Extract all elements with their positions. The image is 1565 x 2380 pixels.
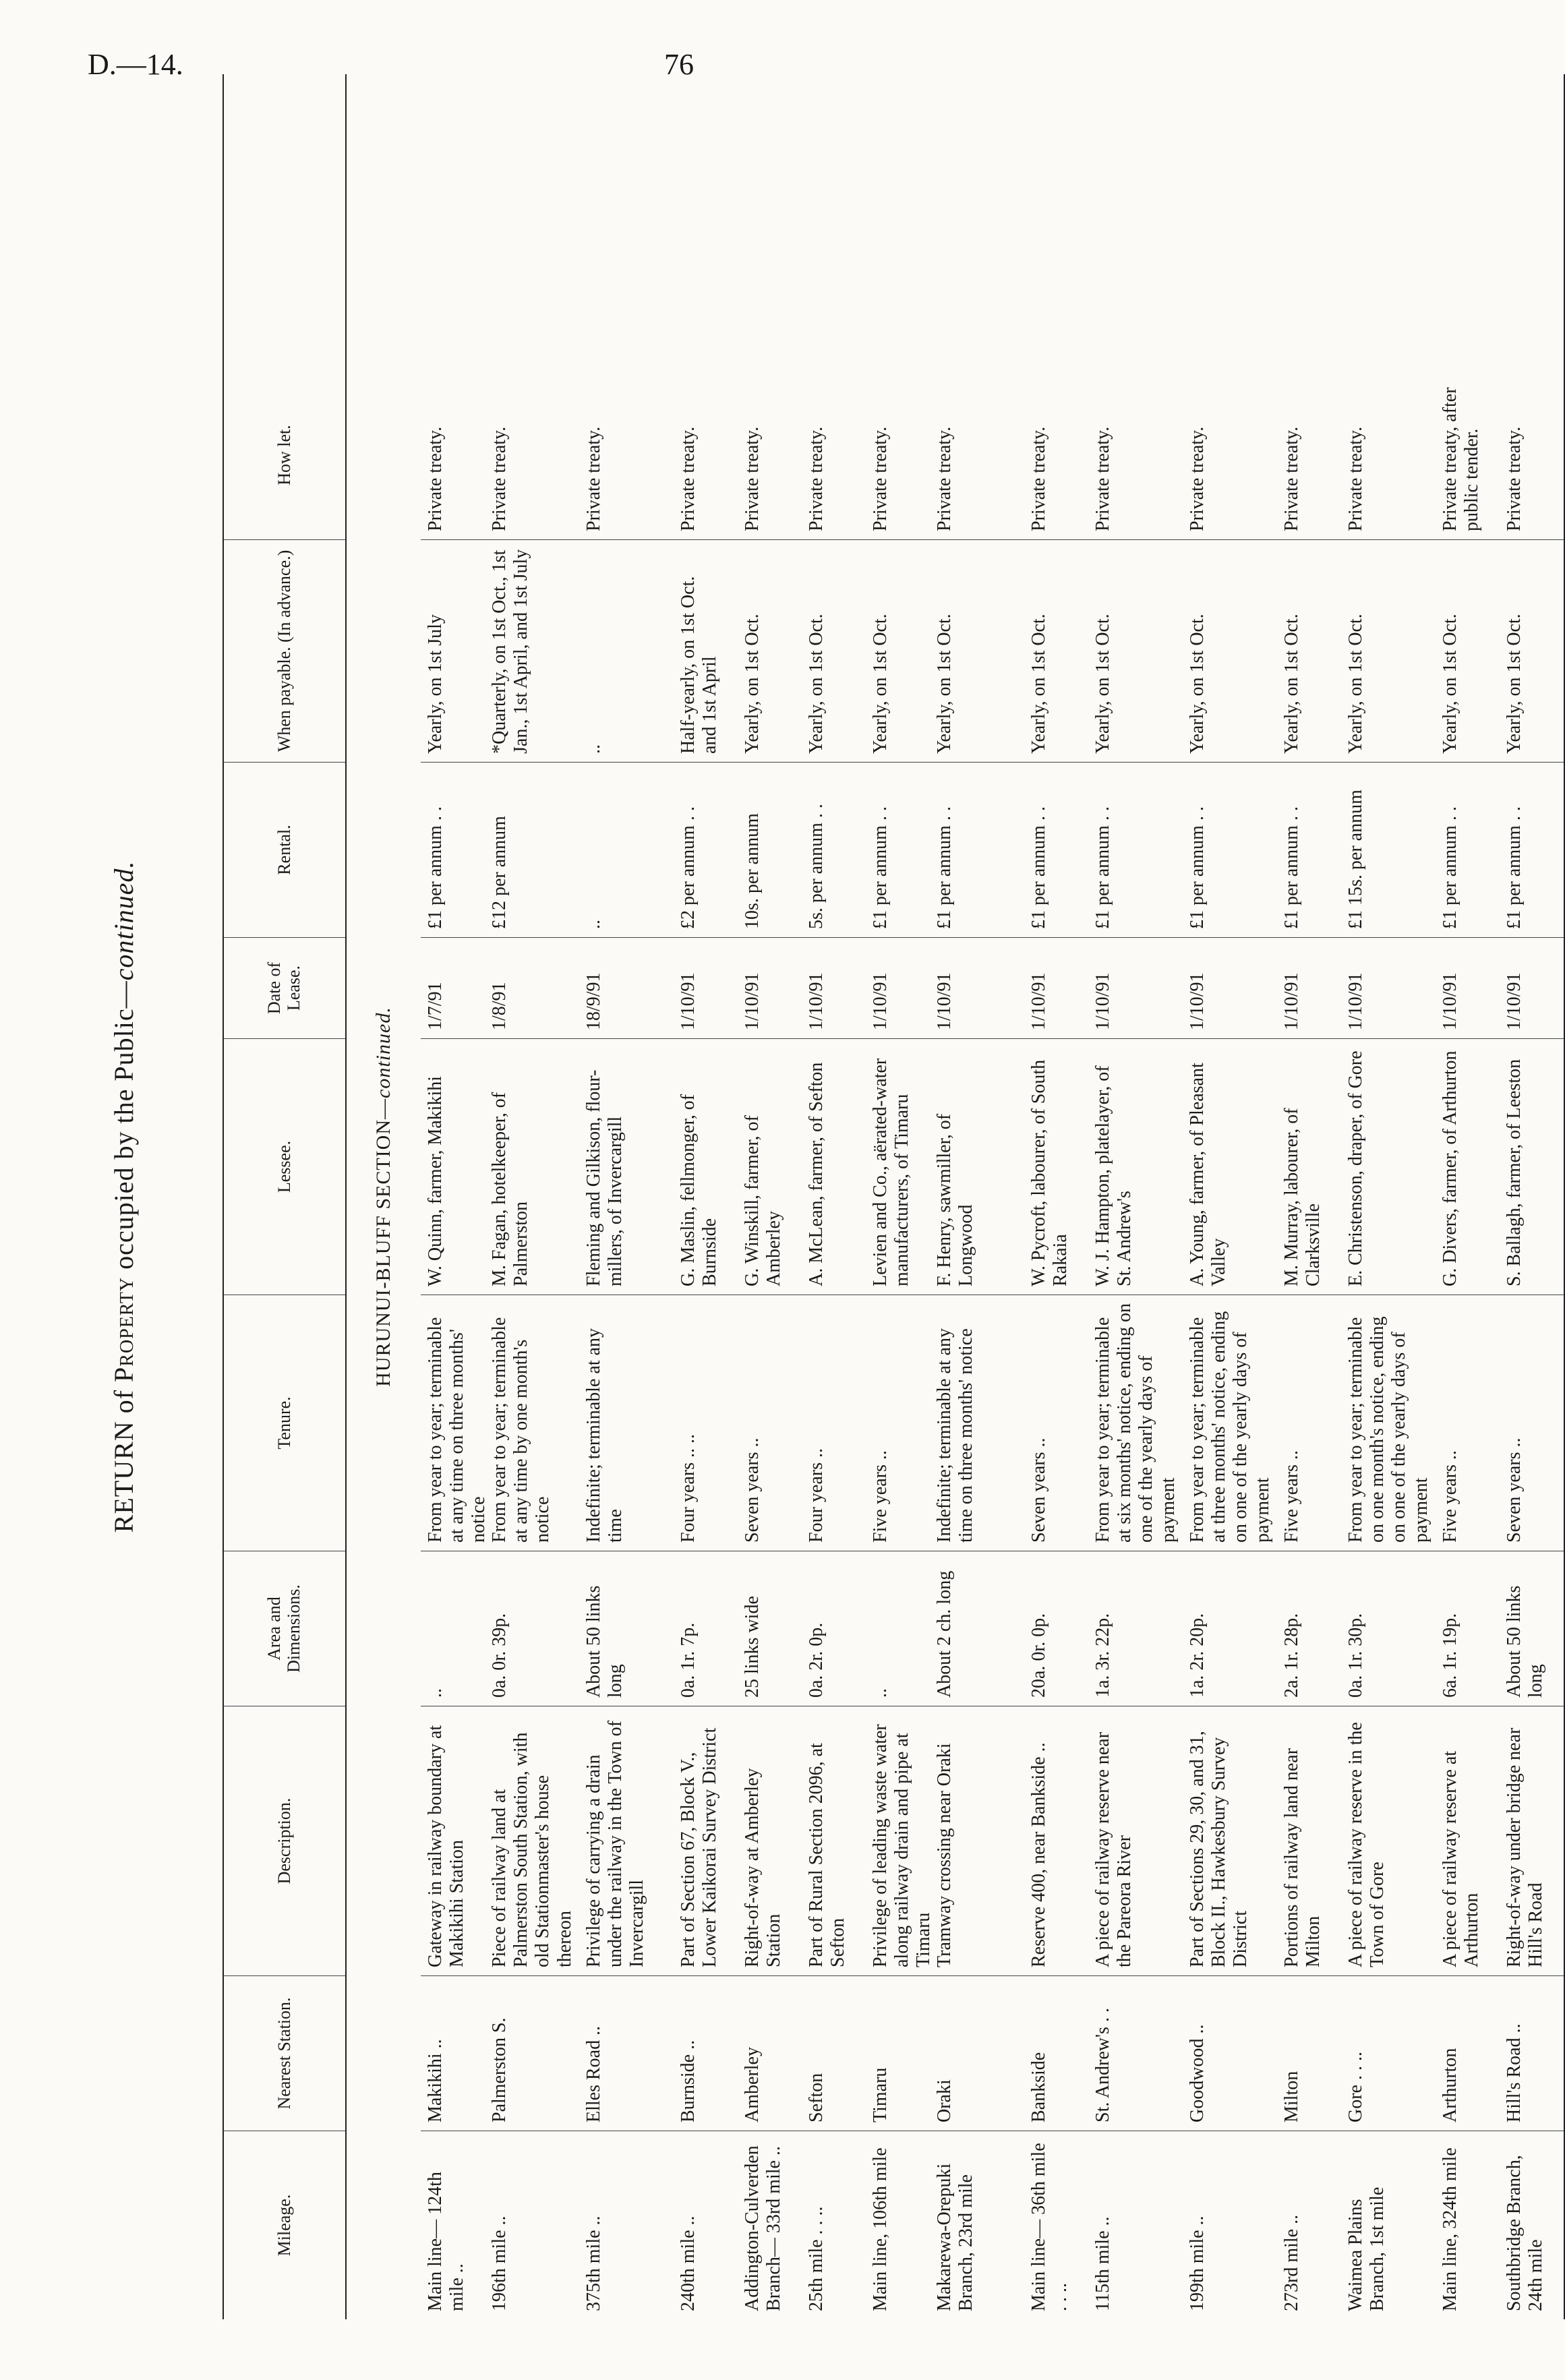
cell-date: 1/10/91 — [674, 937, 738, 1038]
cell-description: A piece of railway reserve near the Pareora River — [1088, 1706, 1183, 1975]
cell-station: Elles Road .. — [579, 1975, 674, 2131]
cell-tenure: Four years .. — [802, 1295, 866, 1551]
cell-description: A piece of railway reserve in the Town of Gore — [1341, 1706, 1436, 1975]
property-table — [223, 74, 1565, 2319]
cell-payable: Yearly, on 1st Oct. — [802, 539, 866, 762]
cell-lessee: M. Fagan, hotelkeeper, of Palmerston — [485, 1038, 580, 1295]
cell-tenure: From year to year; terminable at any time on three months' notice — [421, 1295, 494, 1551]
cell-lessee: W. Pycroft, labourer, of South Rakaia — [1024, 1038, 1088, 1295]
cell-area: 0a. 2r. 0p. — [802, 1551, 866, 1706]
cell-description: Part of Sections 29, 30, and 31, Block II., Hawkesbury Survey District — [1183, 1706, 1278, 1975]
cell-mileage: 199th mile .. — [1183, 2131, 1278, 2319]
cell-how: Private treaty. — [870, 426, 891, 531]
cell-mileage: Main line— 124th mile .. — [421, 2131, 494, 2319]
cell-area: 6a. 1r. 19p. — [1436, 1551, 1500, 1706]
cell-mileage: 375th mile .. — [579, 2131, 674, 2319]
cell-payable: Half-yearly, on 1st Oct. and 1st April — [674, 539, 738, 762]
table-row — [1500, 74, 1565, 2319]
cell-date: 1/10/91 — [1183, 937, 1278, 1038]
cell-date: 1/10/91 — [1436, 937, 1500, 1038]
cell-date: 1/10/91 — [1277, 937, 1341, 1038]
cell-mileage: Main line, 106th mile — [866, 2131, 939, 2319]
cell-rental: £1 per annum . . — [1500, 762, 1564, 937]
cell-payable: Yearly, on 1st Oct. — [1024, 539, 1088, 762]
cell-station: Goodwood .. — [1183, 1975, 1278, 2131]
cell-rental: £1 per annum . . — [421, 762, 494, 937]
cell-rental: £2 per annum . . — [674, 762, 738, 937]
cell-tenure: From year to year; terminable on one month's notice, ending on one of the yearly days of payment — [1341, 1295, 1436, 1551]
cell-mileage: 273rd mile .. — [1277, 2131, 1341, 2319]
cell-mileage: 240th mile .. — [674, 2131, 738, 2319]
cell-how: Private treaty. — [1281, 426, 1302, 531]
cell-rental: £1 per annum . . — [866, 762, 939, 937]
cell-lessee: E. Christenson, draper, of Gore — [1341, 1038, 1436, 1295]
cell-mileage: Waimea Plains Branch, 1st mile — [1341, 2131, 1436, 2319]
cell-rental: 10s. per annum — [738, 762, 802, 937]
cell-how: Private treaty. — [1187, 426, 1208, 531]
cell-payable: .. — [579, 539, 674, 762]
cell-mileage: Addington-Culverden Branch— 33rd mile .. — [738, 2131, 802, 2319]
cell-lessee: G. Maslin, fellmonger, of Burnside — [674, 1038, 738, 1295]
cell-tenure: Seven years .. — [1500, 1295, 1564, 1551]
cell-mileage: 25th mile . . .. — [802, 2131, 866, 2319]
cell-payable: Yearly, on 1st Oct. — [1500, 539, 1564, 762]
table-header-row — [223, 74, 347, 2319]
cell-mileage: Makarewa-Orepuki Branch, 23rd mile — [930, 2131, 1024, 2319]
cell-rental: £12 per annum — [485, 762, 580, 937]
table-row — [866, 74, 935, 2319]
cell-tenure: From year to year; terminable at any time by one month's notice — [485, 1295, 580, 1551]
rental-header: Rental. — [224, 762, 345, 937]
description-header: Description. — [224, 1706, 345, 1975]
cell-tenure: Five years .. — [866, 1295, 939, 1551]
cell-lessee: M. Murray, labourer, of Clarksville — [1277, 1038, 1341, 1295]
cell-payable: Yearly, on 1st Oct. — [1088, 539, 1183, 762]
table-row — [579, 74, 674, 2319]
cell-station: Sefton — [802, 1975, 866, 2131]
rotated-page — [88, 74, 1547, 2319]
cell-mileage: Main line— 36th mile . . .. — [1024, 2131, 1088, 2319]
cell-how: Private treaty. — [583, 426, 604, 531]
cell-station: Burnside .. — [674, 1975, 738, 2131]
cell-description: Right-of-way under bridge near Hill's Road — [1500, 1706, 1564, 1975]
cell-tenure: From year to year; terminable at three months' notice, ending on one of the yearly days of payment — [1183, 1295, 1278, 1551]
cell-description: Piece of railway land at Palmerston South Station, with old Stationmaster's house thereon — [485, 1706, 580, 1975]
table-row — [674, 74, 738, 2319]
table-row — [1341, 74, 1436, 2319]
cell-payable: Yearly, on 1st Oct. — [1436, 539, 1500, 762]
cell-mileage: Main line, 324th mile — [1436, 2131, 1500, 2319]
cell-station: Milton — [1277, 1975, 1341, 2131]
cell-area: About 50 links long — [579, 1551, 674, 1706]
cell-date: 1/10/91 — [866, 937, 939, 1038]
cell-rental: £1 per annum . . — [1088, 762, 1183, 937]
cell-lessee: A. McLean, farmer, of Sefton — [802, 1038, 866, 1295]
cell-rental: .. — [579, 762, 674, 937]
lessee-header: Lessee. — [224, 1038, 345, 1295]
cell-payable: Yearly, on 1st Oct. — [1277, 539, 1341, 762]
cell-area: 1a. 2r. 20p. — [1183, 1551, 1278, 1706]
cell-tenure: Five years .. — [1436, 1295, 1500, 1551]
cell-lessee: G. Winskill, farmer, of Amberley — [738, 1038, 802, 1295]
how-let-header: How let. — [274, 425, 294, 485]
table-row — [930, 74, 1024, 2319]
cell-description: Privilege of leading waste water along railway drain and pipe at Timaru — [866, 1706, 939, 1975]
cell-area: 20a. 0r. 0p. — [1024, 1551, 1088, 1706]
cell-payable: Yearly, on 1st July — [421, 539, 494, 762]
date-header: Date of Lease. — [224, 937, 345, 1038]
cell-station: Oraki — [930, 1975, 1024, 2131]
table-row — [738, 74, 802, 2319]
table-row — [485, 74, 579, 2319]
table-row — [1088, 74, 1183, 2319]
cell-date: 1/10/91 — [738, 937, 802, 1038]
cell-tenure: Seven years .. — [1024, 1295, 1088, 1551]
cell-station: Amberley — [738, 1975, 802, 2131]
cell-station: Arthurton — [1436, 1975, 1500, 2131]
cell-date: 1/10/91 — [930, 937, 1024, 1038]
cell-rental: £1 per annum . . — [1024, 762, 1088, 937]
cell-mileage: Southbridge Branch, 24th mile — [1500, 2131, 1564, 2319]
cell-how: Private treaty. — [1504, 426, 1525, 531]
cell-payable: Yearly, on 1st Oct. — [1183, 539, 1278, 762]
cell-how: Private treaty. — [806, 426, 827, 531]
cell-lessee: W. Quinn, farmer, Makikihi — [421, 1038, 494, 1295]
cell-date: 1/10/91 — [1024, 937, 1088, 1038]
cell-lessee: Levien and Co., aërated-water manufacturers, of Timaru — [866, 1038, 939, 1295]
cell-how: Private treaty. — [425, 426, 446, 531]
cell-description: Gateway in railway boundary at Makikihi Station — [421, 1706, 494, 1975]
cell-how: Private treaty. — [678, 426, 699, 531]
tenure-header: Tenure. — [224, 1295, 345, 1551]
cell-area: .. — [421, 1551, 494, 1706]
cell-area: 25 links wide — [738, 1551, 802, 1706]
table-row — [1183, 74, 1277, 2319]
cell-station: St. Andrew's . . — [1088, 1975, 1183, 2131]
cell-lessee: G. Divers, farmer, of Arthurton — [1436, 1038, 1500, 1295]
cell-area: 0a. 0r. 39p. — [485, 1551, 580, 1706]
cell-payable: Yearly, on 1st Oct. — [738, 539, 802, 762]
cell-date: 18/9/91 — [579, 937, 674, 1038]
cell-tenure: Indefinite; terminable at any time on three months' notice — [930, 1295, 1024, 1551]
cell-how: Private treaty. — [1028, 426, 1049, 531]
cell-tenure: From year to year; terminable at six months' notice, ending on one of the yearly days of payment — [1088, 1295, 1183, 1551]
cell-area: 0a. 1r. 7p. — [674, 1551, 738, 1706]
cell-payable: Yearly, on 1st Oct. — [866, 539, 939, 762]
cell-how: Private treaty. — [1092, 426, 1113, 531]
cell-how: Private treaty. — [934, 426, 955, 531]
cell-tenure: Indefinite; terminable at any time — [579, 1295, 674, 1551]
cell-description: Part of Rural Section 2096, at Sefton — [802, 1706, 866, 1975]
cell-tenure: Five years .. — [1277, 1295, 1341, 1551]
cell-how: Private treaty, after public tender. — [1440, 387, 1483, 531]
cell-lessee: F. Henry, sawmiller, of Longwood — [930, 1038, 1024, 1295]
table-row — [421, 74, 490, 2319]
cell-station: Makikihi .. — [421, 1975, 494, 2131]
cell-area: 2a. 1r. 28p. — [1277, 1551, 1341, 1706]
cell-lessee: W. J. Hampton, platelayer, of St. Andrew's — [1088, 1038, 1183, 1295]
cell-area: About 50 links long — [1500, 1551, 1564, 1706]
area-header: Area and Dimensions. — [224, 1551, 345, 1706]
cell-how: Private treaty. — [742, 426, 763, 531]
cell-date: 1/10/91 — [802, 937, 866, 1038]
cell-payable: Yearly, on 1st Oct. — [1341, 539, 1436, 762]
cell-mileage: 196th mile .. — [485, 2131, 580, 2319]
cell-station: Gore . . .. — [1341, 1975, 1436, 2131]
cell-rental: 5s. per annum . . — [802, 762, 866, 937]
nearest-station-header: Nearest Station. — [224, 1975, 345, 2131]
cell-station: Palmerston S. — [485, 1975, 580, 2131]
cell-area: 1a. 3r. 22p. — [1088, 1551, 1183, 1706]
cell-station: Bankside — [1024, 1975, 1088, 2131]
cell-rental: £1 15s. per annum — [1341, 762, 1436, 937]
when-payable-header: When payable. (In advance.) — [224, 539, 345, 762]
cell-rental: £1 per annum . . — [930, 762, 1024, 937]
cell-date: 1/8/91 — [485, 937, 580, 1038]
cell-description: Right-of-way at Amberley Station — [738, 1706, 802, 1975]
cell-date: 1/10/91 — [1341, 937, 1436, 1038]
cell-date: 1/10/91 — [1088, 937, 1183, 1038]
cell-rental: £1 per annum . . — [1183, 762, 1278, 937]
cell-area: .. — [866, 1551, 939, 1706]
cell-date: 1/7/91 — [421, 937, 494, 1038]
cell-area: 0a. 1r. 30p. — [1341, 1551, 1436, 1706]
cell-tenure: Seven years .. — [738, 1295, 802, 1551]
cell-station: Timaru — [866, 1975, 939, 2131]
cell-mileage: 115th mile .. — [1088, 2131, 1183, 2319]
cell-description: Tramway crossing near Oraki — [930, 1706, 1024, 1975]
cell-station: Hill's Road .. — [1500, 1975, 1564, 2131]
table-row — [802, 74, 866, 2319]
cell-payable: *Quarterly, on 1st Oct., 1st Jan., 1st April, and 1st July — [485, 539, 580, 762]
cell-rental: £1 per annum . . — [1277, 762, 1341, 937]
cell-date: 1/10/91 — [1500, 937, 1564, 1038]
table-row — [1024, 74, 1088, 2319]
mileage-header: Mileage. — [224, 2131, 345, 2319]
cell-description: A piece of railway reserve at Arthurton — [1436, 1706, 1500, 1975]
cell-description: Portions of railway land near Milton — [1277, 1706, 1341, 1975]
cell-lessee: A. Young, farmer, of Pleasant Valley — [1183, 1038, 1278, 1295]
page-number: 76 — [664, 48, 694, 81]
section-heading: HURUNUI-BLUFF SECTION—continued. — [372, 1007, 394, 1387]
document-reference: D.—14. — [88, 48, 183, 81]
cell-description: Reserve 400, near Bankside .. — [1024, 1706, 1088, 1975]
table-body — [421, 74, 1565, 2319]
cell-rental: £1 per annum . . — [1436, 762, 1500, 937]
cell-payable: Yearly, on 1st Oct. — [930, 539, 1024, 762]
cell-how: Private treaty. — [1345, 426, 1366, 531]
table-row — [1277, 74, 1341, 2319]
cell-lessee: S. Ballagh, farmer, of Leeston — [1500, 1038, 1564, 1295]
page-title: RETURN of Property occupied by the Public—continued. — [109, 860, 139, 1533]
cell-description: Part of Section 67, Block V., Lower Kaikorai Survey District — [674, 1706, 738, 1975]
cell-tenure: Four years .. .. — [674, 1295, 738, 1551]
cell-how: Private treaty. — [489, 426, 510, 531]
cell-lessee: Fleming and Gilkison, flour-millers, of Invercargill — [579, 1038, 674, 1295]
cell-area: About 2 ch. long — [930, 1551, 1024, 1706]
table-row — [1436, 74, 1500, 2319]
cell-description: Privilege of carrying a drain under the railway in the Town of Invercargill — [579, 1706, 674, 1975]
